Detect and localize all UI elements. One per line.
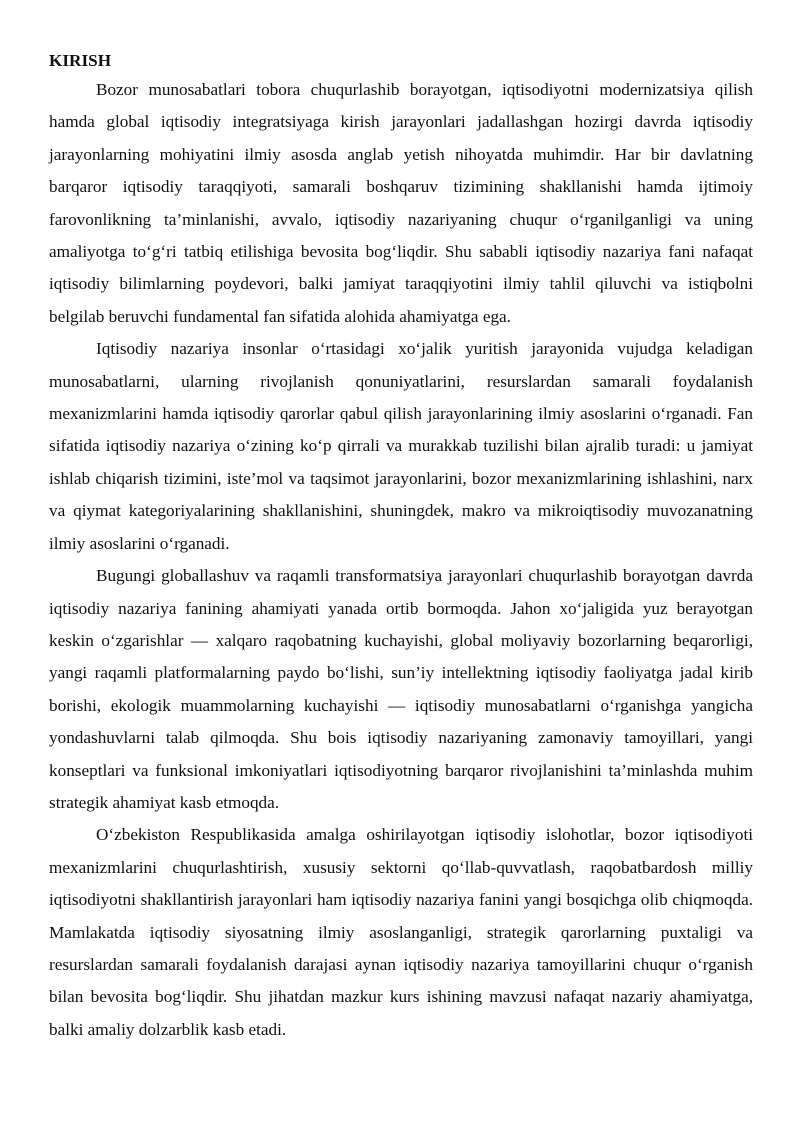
paragraph-3: Bugungi globallashuv va raqamli transformatsiya jarayonlari chuqurlashib borayotgan davrda iqtisodiy nazariya fanining ahamiyati yanada ortib bormoqda. Jahon xo‘jaligida yuz berayotgan keskin o‘zgarishlar — xalqaro raqobatning kuchayishi, global moliyaviy bozorlarning beqarorligi, yangi raqamli platformalarning paydo bo‘lishi, sun’iy intellektning iqtisodiy faoliyatga jadal kirib borishi, ekologik muammolarning kuchayishi — iqtisodiy munosabatlarni o‘rganishga yangicha yondashuvlarni talab qilmoqda. Shu bois iqtisodiy nazariyaning zamonaviy tamoyillari, yangi konseptlari va funksional imkoniyatlari iqtisodiyotning barqaror rivojlanishini ta’minlashda muhim strategik ahamiyat kasb etmoqda.: [49, 566, 753, 812]
section-heading: KIRISH: [49, 51, 112, 70]
paragraph-2: Iqtisodiy nazariya insonlar o‘rtasidagi xo‘jalik yuritish jarayonida vujudga keladigan munosabatlarni, ularning rivojlanish qonuniyatlarini, resurslardan samarali foydalanish mexanizmlarini hamda iqtisodiy qarorlar qabul qilish jarayonlarining ilmiy asoslarini o‘rganadi. Fan sifatida iqtisodiy nazariya o‘zining ko‘p qirrali va murakkab tuzilishi bilan ajralib turadi: u jamiyat ishlab chiqarish tizimini, iste’mol va taqsimot jarayonlarini, bozor mexanizmlarining ishlashini, narx va qiymat kategoriyalarining shakllanishini, shuningdek, makro va mikroiqtisodiy muvozanatning ilmiy asoslarini o‘rganadi.: [49, 339, 753, 553]
paragraph-4: O‘zbekiston Respublikasida amalga oshirilayotgan iqtisodiy islohotlar, bozor iqtisodiyoti mexanizmlarini chuqurlashtirish, xususiy sektorni qo‘llab-quvvatlash, raqobatbardosh milliy iqtisodiyotni shakllantirish jarayonlari ham iqtisodiy nazariya fanini yangi bosqichga olib chiqmoqda. Mamlakatda iqtisodiy siyosatning ilmiy asoslanganligi, strategik qarorlarning puxtaligi va resurslardan samarali foydalanish darajasi aynan iqtisodiy nazariya tamoyillarini chuqur o‘rganish bilan bevosita bog‘liqdir. Shu jihatdan mazkur kurs ishining mavzusi nafaqat nazariy ahamiyatga, balki amaliy dolzarblik kasb etadi.: [49, 825, 753, 1039]
document-page: [49, 48, 753, 1046]
paragraph-1: Bozor munosabatlari tobora chuqurlashib borayotgan, iqtisodiyotni modernizatsiya qilish hamda global iqtisodiy integratsiyaga kirish jarayonlari jadallashgan hozirgi davrda iqtisodiy jarayonlarning mohiyatini ilmiy asosda anglab yetish nihoyatda muhimdir. Har bir davlatning barqaror iqtisodiy taraqqiyoti, samarali boshqaruv tizimining shakllanishi hamda ijtimoiy farovonlikning ta’minlanishi, avvalo, iqtisodiy nazariyaning chuqur o‘rganilganligi va uning amaliyotga to‘g‘ri tatbiq etilishiga bevosita bog‘liqdir. Shu sababli iqtisodiy nazariya fani nafaqat iqtisodiy bilimlarning poydevori, balki jamiyat taraqqiyotini ilmiy tahlil qiluvchi va istiqbolni belgilab beruvchi fundamental fan sifatida alohida ahamiyatga ega.: [49, 80, 753, 326]
